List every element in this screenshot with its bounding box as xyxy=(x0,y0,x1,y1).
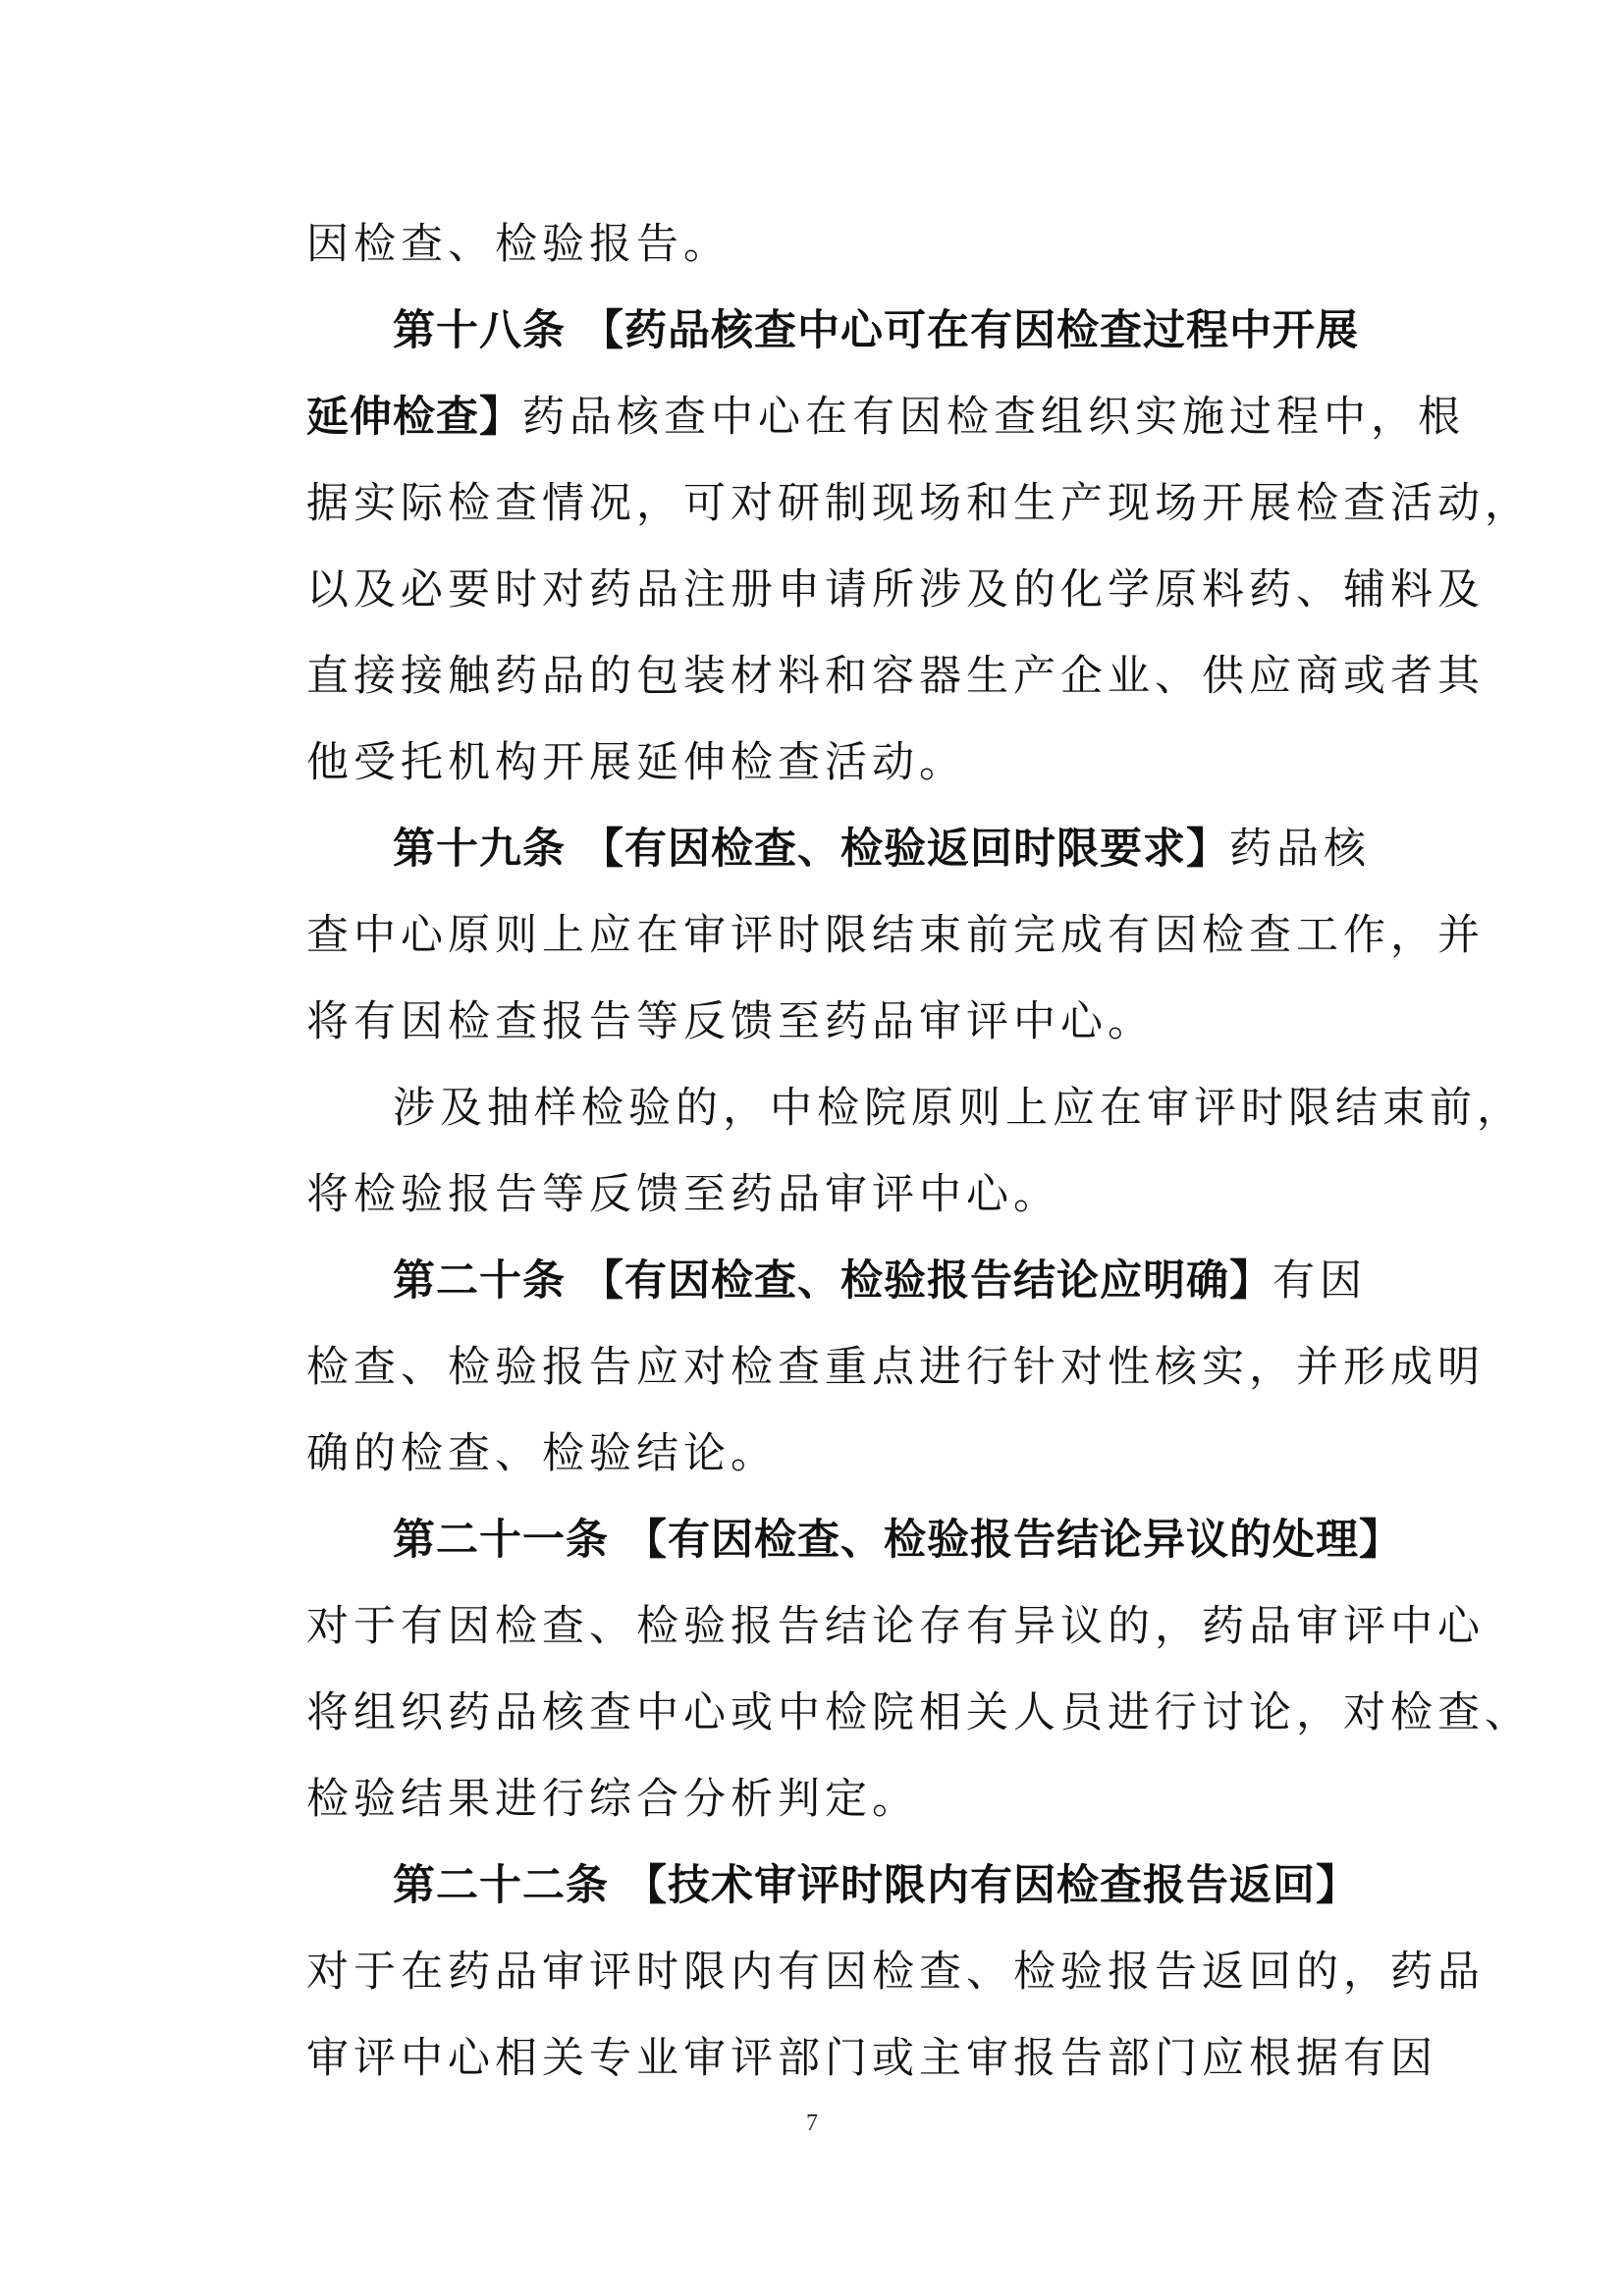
text-line xyxy=(306,1670,1532,1756)
text-line xyxy=(306,547,1485,633)
article-heading: 第二十二条 【技术审评时限内有因检查报告返回】 xyxy=(393,1861,1359,1910)
text-line xyxy=(306,633,1485,720)
body-text: 因检查、检验报告。 xyxy=(306,220,731,269)
body-text: 他受托机构开展延伸检查活动。 xyxy=(306,738,966,787)
body-text: 将组织药品核查中心或中检院相关人员进行讨论，对检查、 xyxy=(306,1688,1532,1737)
text-line xyxy=(306,288,1386,374)
body-text: 有因 xyxy=(1272,1256,1367,1306)
body-text: 药品核 xyxy=(1228,825,1371,874)
body-text: 将有因检查报告等反馈至药品审评中心。 xyxy=(306,997,1155,1046)
text-line xyxy=(306,1411,1386,1497)
text-line xyxy=(306,1151,1386,1238)
article-heading: 第二十一条 【有因检查、检验报告结论异议的处理】 xyxy=(393,1516,1402,1565)
body-text: 检验结果进行综合分析判定。 xyxy=(306,1775,919,1824)
text-line xyxy=(306,201,1386,288)
article-heading: 第十八条 【药品核查中心可在有因检查过程中开展 xyxy=(393,306,1359,355)
document-body xyxy=(306,201,1532,2102)
body-text: 据实际检查情况，可对研制现场和生产现场开展检查活动， xyxy=(306,479,1532,528)
text-line xyxy=(306,1065,1524,1151)
text-line xyxy=(306,1324,1485,1411)
text-line xyxy=(306,892,1485,979)
body-text: 将检验报告等反馈至药品审评中心。 xyxy=(306,1170,1060,1219)
article-heading: 第二十条 【有因检查、检验报告结论应明确】 xyxy=(393,1256,1272,1306)
article-heading: 延伸检查】 xyxy=(306,393,522,442)
text-line xyxy=(306,374,1465,460)
text-line xyxy=(306,979,1386,1065)
text-line xyxy=(306,1842,1386,1929)
body-text: 检查、检验报告应对检查重点进行针对性核实，并形成明 xyxy=(306,1343,1485,1392)
text-line xyxy=(306,460,1532,547)
body-text: 对于有因检查、检验报告结论存有异议的，药品审评中心 xyxy=(306,1602,1485,1651)
body-text: 对于在药品审评时限内有因检查、检验报告返回的，药品 xyxy=(306,1948,1485,1997)
text-line xyxy=(306,1497,1402,1583)
page-number: 7 xyxy=(806,2110,818,2136)
text-line xyxy=(306,2015,1437,2102)
body-text: 药品核查中心在有因检查组织实施过程中，根 xyxy=(522,393,1465,442)
body-text: 涉及抽样检验的，中检院原则上应在审评时限结束前， xyxy=(393,1084,1524,1133)
text-line xyxy=(306,720,1386,806)
text-line xyxy=(306,806,1386,892)
body-text: 以及必要时对药品注册申请所涉及的化学原料药、辅料及 xyxy=(306,565,1485,614)
text-line xyxy=(306,1238,1386,1324)
body-text: 直接接触药品的包装材料和容器生产企业、供应商或者其 xyxy=(306,652,1485,701)
body-text: 查中心原则上应在审评时限结束前完成有因检查工作，并 xyxy=(306,911,1485,960)
text-line xyxy=(306,1929,1485,2015)
text-line xyxy=(306,1756,1386,1842)
text-line xyxy=(306,1583,1485,1670)
body-text: 确的检查、检验结论。 xyxy=(306,1429,778,1478)
body-text: 审评中心相关专业审评部门或主审报告部门应根据有因 xyxy=(306,2034,1437,2083)
article-heading: 第十九条 【有因检查、检验返回时限要求】 xyxy=(393,825,1229,874)
